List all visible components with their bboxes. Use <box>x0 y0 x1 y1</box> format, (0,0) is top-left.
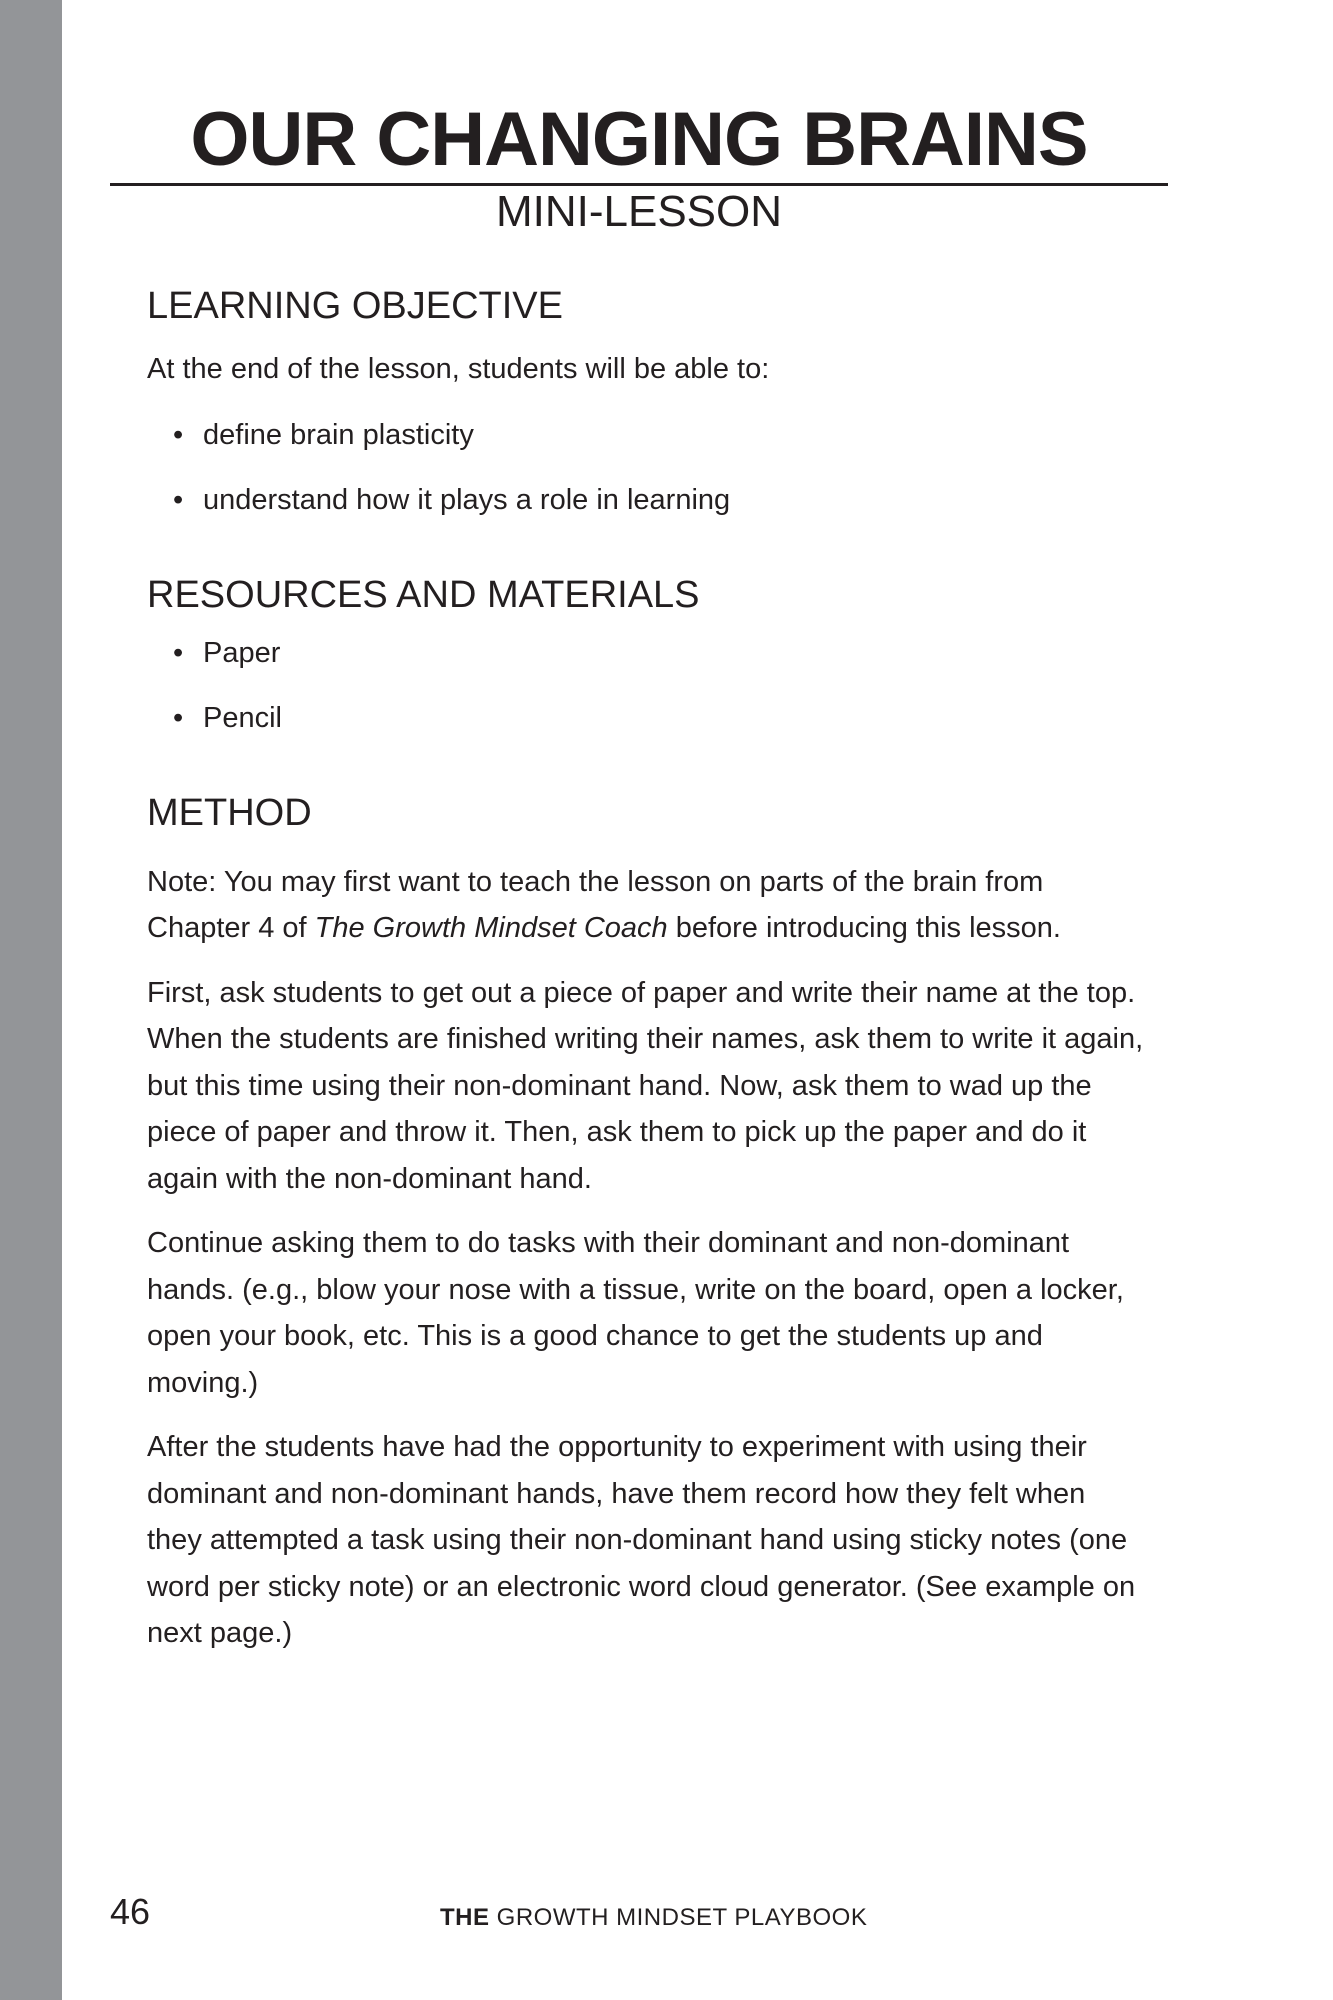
method-note <box>147 859 1147 952</box>
running-footer <box>440 1900 867 1936</box>
method-paragraph: Continue asking them to do tasks with their dominant and non-dominant hands. (e.g., blow your nose with a tissue, write on the board, open a locker, open your book, etc. This is a good chance to get the students up and moving.) <box>147 1227 1124 1399</box>
running-footer-prefix: THE <box>440 1904 490 1931</box>
page-number: 46 <box>110 1891 151 1932</box>
resources-list <box>147 630 1147 741</box>
book-title-reference: The Growth Mindset Coach <box>314 912 668 944</box>
list-item: • Paper <box>147 630 1147 676</box>
resources-section <box>147 567 1147 741</box>
method-paragraph: After the students have had the opportunity to experiment with using their dominant and non-dominant hands, have them record how they felt when they attempted a task using their non-dominant hand using sticky notes (one word per sticky note) or an electronic word cloud generator. (See example on next page.) <box>147 1431 1136 1649</box>
side-margin-bar <box>0 0 62 2000</box>
learning-objective-section <box>147 278 1147 523</box>
page-title: OUR CHANGING BRAINS <box>190 97 1088 182</box>
method-paragraph: First, ask students to get out a piece of paper and write their name at the top. When the students are finished writing their names, ask them to write it again, but this time using their non-dominant hand. Now, ask them to wad up the piece of paper and throw it. Then, ask them to pick up the paper and do it again with the non-dominant hand. <box>147 976 1144 1195</box>
method-section <box>147 785 1147 1657</box>
method-note-after: before introducing this lesson. <box>667 912 1061 944</box>
lesson-content <box>147 278 1147 1657</box>
method-note-before: Note: You may first want to teach the lesson on parts of the brain from Chapter 4 of <box>147 865 1044 944</box>
running-footer-name: GROWTH MINDSET PLAYBOOK <box>489 1904 868 1931</box>
list-item: • understand how it plays a role in learning <box>147 477 1147 523</box>
resources-heading: RESOURCES AND MATERIALS <box>147 573 700 616</box>
list-item: • define brain plasticity <box>147 412 1147 458</box>
method-heading: METHOD <box>147 791 312 834</box>
learning-objective-intro: At the end of the lesson, students will be able to: <box>147 353 770 385</box>
list-item: • Pencil <box>147 695 1147 741</box>
learning-objective-list <box>147 412 1147 523</box>
learning-objective-heading: LEARNING OBJECTIVE <box>147 285 563 327</box>
page-subtitle: MINI-LESSON <box>495 187 783 236</box>
